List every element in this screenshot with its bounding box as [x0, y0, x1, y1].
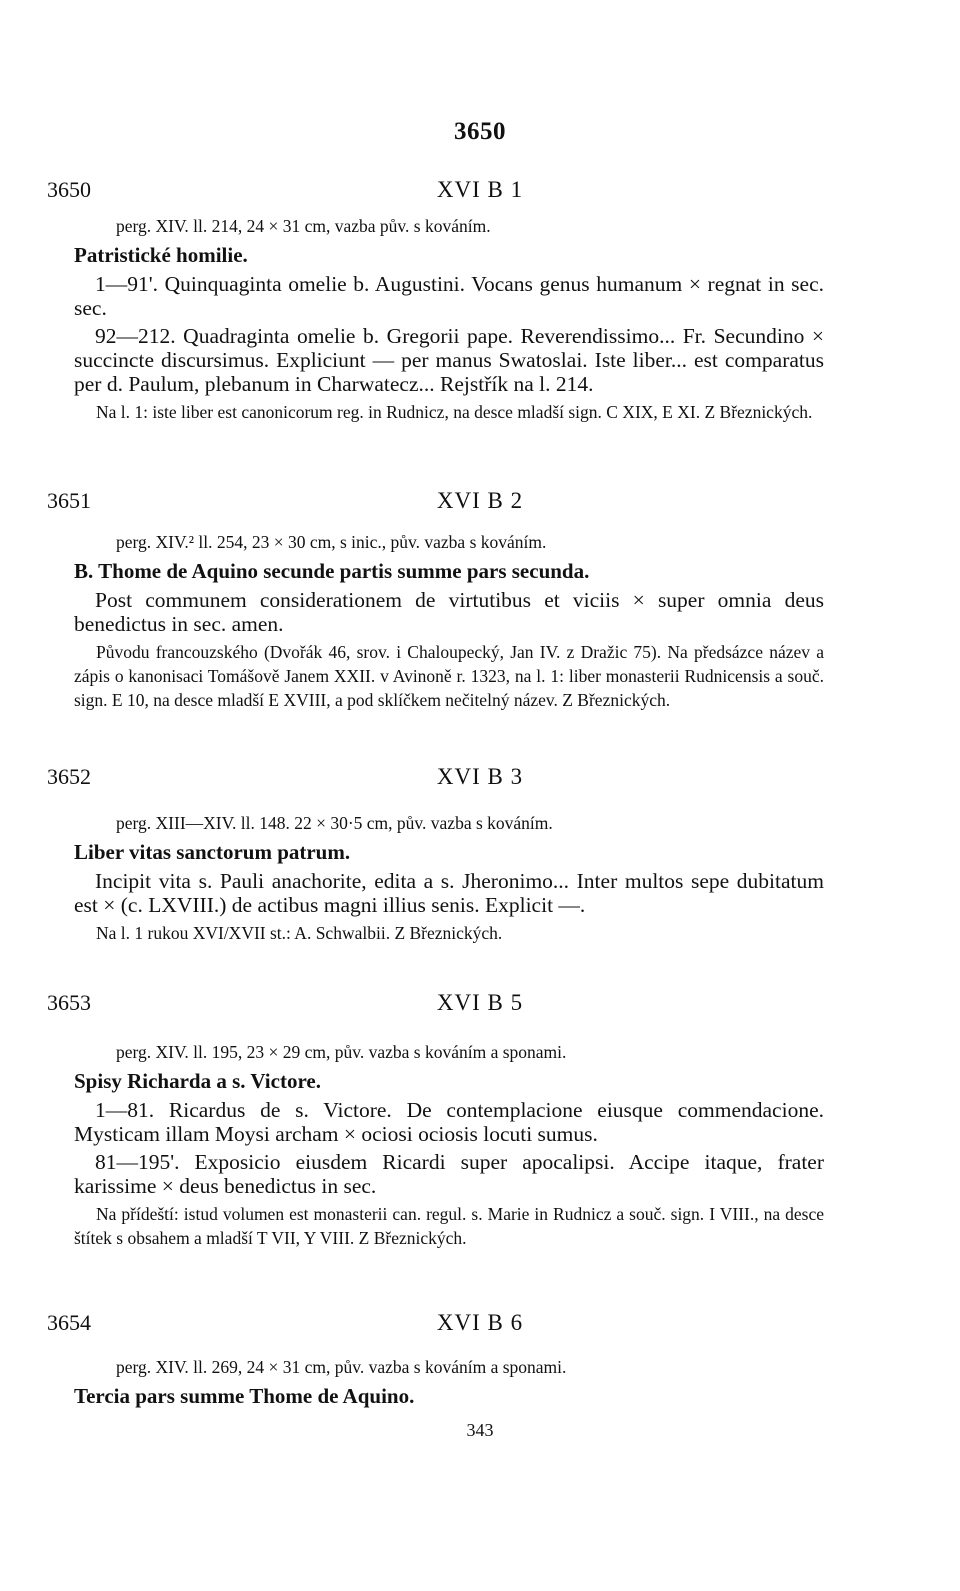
- content-paragraph: Post communem considerationem de virtutibus et viciis × super omnia deus benedictus in sec. amen.: [74, 588, 824, 636]
- page-number: 343: [466, 1420, 494, 1440]
- shelf-signature: XVI B 2: [436, 488, 524, 513]
- entry-title: Patristické homilie.: [74, 243, 248, 267]
- physical-description: perg. XIV. ll. 214, 24 × 31 cm, vazba pův. s kováním.: [116, 216, 491, 236]
- entry-title: Spisy Richarda a s. Victore.: [74, 1069, 321, 1093]
- physical-description: perg. XIII—XIV. ll. 148. 22 × 30·5 cm, pův. vazba s kováním.: [116, 813, 553, 833]
- entry-number: 3654: [47, 1310, 91, 1335]
- provenance-note: Na l. 1 rukou XVI/XVII st.: A. Schwalbii. Z Březnických.: [96, 923, 503, 943]
- shelf-signature: XVI B 3: [436, 764, 524, 789]
- provenance-note: Původu francouzského (Dvořák 46, srov. i Chaloupecký, Jan IV. z Dražic 75). Na předsázce název a zápis o kanonisaci Tomášově Janem XXII. v Avinoně r. 1323, na l. 1: liber monasterii Rudnicensis a souč. sign. E 10, na desce mladší E XVIII, a pod sklíčkem nečitelný název. Z Březnických.: [74, 642, 824, 710]
- content-paragraph: 92—212. Quadraginta omelie b. Gregorii pape. Reverendissimo... Fr. Secundino × succincte discursimus. Expliciunt — per manus Swatoslai. Iste liber... est comparatus per d. Paulum, plebanum in Charwatecz... Rejstřík na l. 214.: [74, 324, 824, 396]
- entry-title: Liber vitas sanctorum patrum.: [74, 840, 351, 864]
- entry-body: [74, 812, 824, 945]
- entry-number: 3652: [47, 764, 91, 789]
- content-paragraph: 81—195'. Exposicio eiusdem Ricardi super apocalipsi. Accipe itaque, frater karissime × deus benedictus in sec.: [74, 1150, 824, 1198]
- provenance-note: Na přídeští: istud volumen est monasterii can. regul. s. Marie in Rudnicz a souč. sign. I VIII., na desce štítek s obsahem a mladší T VII, Y VIII. Z Březnických.: [74, 1204, 824, 1248]
- entry-number: 3650: [47, 177, 91, 202]
- physical-description: perg. XIV.² ll. 254, 23 × 30 cm, s inic., pův. vazba s kováním.: [116, 532, 547, 552]
- entry-title: Tercia pars summe Thome de Aquino.: [74, 1384, 415, 1408]
- content-paragraph: 1—91'. Quinquaginta omelie b. Augustini. Vocans genus humanum × regnat in sec. sec.: [74, 272, 824, 320]
- entry-body: [74, 215, 824, 424]
- physical-description: perg. XIV. ll. 269, 24 × 31 cm, pův. vazba s kováním a sponami.: [116, 1357, 567, 1377]
- shelf-signature: XVI B 6: [436, 1310, 524, 1335]
- entry-body: [74, 1356, 824, 1413]
- entry-title: B. Thome de Aquino secunde partis summe pars secunda.: [74, 559, 590, 583]
- running-head: 3650: [454, 118, 506, 145]
- entry-number: 3651: [47, 488, 91, 513]
- content-paragraph: 1—81. Ricardus de s. Victore. De contemplacione eiusque commendacione. Mysticam illam Moysi archam × ociosi ociosis locuti sumus.: [74, 1098, 824, 1146]
- shelf-signature: XVI B 5: [436, 990, 524, 1015]
- shelf-signature: XVI B 1: [436, 177, 524, 202]
- content-paragraph: Incipit vita s. Pauli anachorite, edita a s. Jheronimo... Inter multos sepe dubitatum est × (c. LXVIII.) de actibus magni illius senis. Explicit —.: [74, 869, 824, 917]
- entry-number: 3653: [47, 990, 91, 1015]
- entry-body: [74, 531, 824, 712]
- provenance-note: Na l. 1: iste liber est canonicorum reg. in Rudnicz, na desce mladší sign. C XIX, E XI. Z Březnických.: [96, 402, 813, 422]
- entry-body: [74, 1041, 824, 1250]
- physical-description: perg. XIV. ll. 195, 23 × 29 cm, pův. vazba s kováním a sponami.: [116, 1042, 567, 1062]
